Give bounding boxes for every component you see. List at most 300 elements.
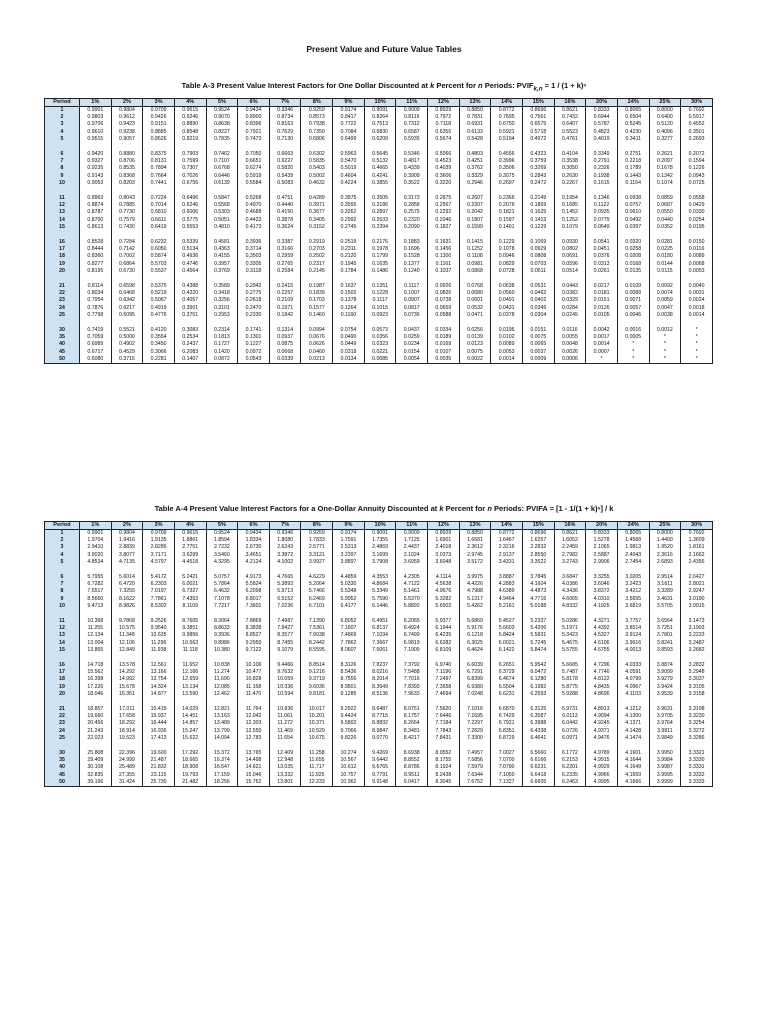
factor-cell: 1.6901	[428, 537, 460, 544]
factor-cell: 0.6355	[428, 129, 460, 136]
factor-cell: 9.9540	[143, 625, 175, 632]
factor-cell: 6.1446	[364, 603, 396, 610]
factor-cell: 11.272	[269, 720, 301, 727]
factor-cell: 0.1799	[364, 253, 396, 260]
separator-cell	[459, 610, 491, 618]
factor-cell: 0.0728	[491, 268, 523, 275]
factor-cell: 19.793	[174, 772, 206, 779]
table-row	[45, 669, 713, 676]
factor-cell: 10.612	[333, 764, 365, 771]
factor-cell: 3.2397	[333, 552, 365, 559]
factor-cell: 5.1971	[554, 625, 586, 632]
factor-cell: 3.2682	[681, 647, 713, 654]
factor-cell: 0.1401	[491, 224, 523, 231]
factor-cell: *	[681, 327, 713, 334]
factor-cell: 0.0225	[649, 246, 681, 253]
factor-cell: 0.8885	[143, 129, 175, 136]
factor-cell: 0.8333	[586, 107, 618, 115]
factor-cell: 0.0691	[554, 253, 586, 260]
table-row	[45, 136, 713, 143]
factor-cell: 17.159	[206, 772, 238, 779]
factor-cell: 0.1460	[301, 312, 333, 319]
factor-cell: 0.0443	[554, 283, 586, 290]
factor-cell: 0.0068	[681, 261, 713, 268]
factor-cell: 8.1109	[174, 603, 206, 610]
factor-cell: 4.7665	[269, 574, 301, 581]
factor-cell: 0.9057	[111, 136, 143, 143]
factor-cell: 6.7282	[80, 581, 112, 588]
factor-cell: 0.7307	[174, 165, 206, 172]
factor-cell: 8.5302	[143, 603, 175, 610]
factor-cell: 2.4869	[364, 544, 396, 551]
factor-cell: 13.035	[269, 764, 301, 771]
factor-cell: 0.0031	[681, 290, 713, 297]
factor-cell: 0.7730	[111, 209, 143, 216]
separator-cell	[206, 610, 238, 618]
factor-cell: 10.274	[333, 750, 365, 757]
table-row	[45, 537, 713, 544]
separator-cell	[111, 610, 143, 618]
factor-cell: 0.3506	[491, 165, 523, 172]
factor-cell: 4.1371	[617, 720, 649, 727]
factor-cell: 7.0027	[491, 750, 523, 757]
factor-cell: 4.1649	[617, 764, 649, 771]
factor-cell: 3.9616	[617, 640, 649, 647]
factor-cell: 2.8286	[143, 544, 175, 551]
factor-cell: 4.8435	[586, 684, 618, 691]
factor-cell: 5.8424	[491, 632, 523, 639]
separator-cell	[681, 742, 713, 750]
factor-cell: 8.1757	[396, 713, 428, 720]
factor-cell: 10.675	[301, 735, 333, 742]
factor-cell: 7.8393	[396, 684, 428, 691]
factor-cell: 0.3878	[269, 217, 301, 224]
separator-cell	[617, 275, 649, 283]
factor-cell: 10.635	[143, 632, 175, 639]
factor-cell: 3.3332	[681, 772, 713, 779]
factor-cell: 0.0055	[554, 334, 586, 341]
factor-cell: 9.8986	[206, 640, 238, 647]
factor-cell: 9.6442	[364, 757, 396, 764]
factor-cell: 0.1807	[459, 217, 491, 224]
factor-cell: 15.046	[238, 772, 270, 779]
period-cell: 6	[45, 574, 80, 581]
factor-cell: 0.6806	[301, 136, 333, 143]
factor-cell: 9.3719	[301, 676, 333, 683]
factor-cell: 12.106	[111, 640, 143, 647]
factor-cell: 0.3971	[301, 202, 333, 209]
factor-cell: 0.1869	[522, 202, 554, 209]
table-row	[45, 603, 713, 610]
separator-cell	[45, 654, 80, 662]
factor-cell: 8.3126	[333, 662, 365, 669]
factor-cell: 0.0135	[617, 268, 649, 275]
factor-cell: 0.8114	[80, 283, 112, 290]
factor-cell: 8.3045	[428, 779, 460, 787]
factor-cell: 0.0258	[617, 246, 649, 253]
factor-cell: 0.0754	[333, 327, 365, 334]
factor-cell: 7.0700	[491, 757, 523, 764]
table-row	[45, 180, 713, 187]
factor-cell: 5.9731	[554, 706, 586, 713]
factor-cell: 3.3254	[681, 720, 713, 727]
separator-cell	[681, 698, 713, 706]
period-cell: 16	[45, 239, 80, 246]
factor-cell: 0.7692	[681, 530, 713, 538]
factor-cell: 2.9745	[459, 552, 491, 559]
factor-cell: 7.9633	[396, 691, 428, 698]
factor-cell: 0.7284	[111, 239, 143, 246]
rate-header: 11%	[396, 99, 428, 107]
factor-cell: *	[586, 356, 618, 364]
factor-cell: 0.0378	[491, 312, 523, 319]
factor-cell: 0.5051	[206, 217, 238, 224]
factor-cell: 0.0006	[554, 356, 586, 364]
factor-cell: 0.6989	[80, 341, 112, 348]
factor-cell: 6.8017	[238, 596, 270, 603]
factor-cell: 10.336	[269, 684, 301, 691]
factor-cell: 0.4776	[143, 312, 175, 319]
factor-cell: 6.0442	[554, 720, 586, 727]
separator-cell	[617, 610, 649, 618]
factor-cell: 4.0386	[554, 581, 586, 588]
factor-cell: 0.1452	[554, 209, 586, 216]
table-row	[45, 772, 713, 779]
factor-cell: 0.8772	[491, 530, 523, 538]
factor-cell: 0.5134	[174, 246, 206, 253]
separator-cell	[45, 231, 80, 239]
factor-cell: 27.355	[111, 772, 143, 779]
factor-cell: *	[649, 356, 681, 364]
separator-cell	[681, 231, 713, 239]
factor-cell: 0.7130	[269, 136, 301, 143]
factor-cell: 0.1696	[396, 246, 428, 253]
factor-cell: 0.3418	[206, 290, 238, 297]
factor-cell: 15.247	[174, 728, 206, 735]
factor-cell: 0.7885	[111, 202, 143, 209]
factor-cell: 0.0150	[681, 239, 713, 246]
factor-cell: 0.0092	[649, 283, 681, 290]
separator-cell	[459, 275, 491, 283]
factor-cell: 5.8474	[522, 647, 554, 654]
factor-cell: 0.1883	[396, 239, 428, 246]
factor-cell: 4.3436	[554, 588, 586, 595]
factor-cell: 3.1473	[681, 618, 713, 625]
factor-cell: 8.7455	[269, 640, 301, 647]
factor-cell: 8.0751	[396, 706, 428, 713]
factor-cell: 8.8514	[301, 662, 333, 669]
factor-cell: 0.0868	[459, 268, 491, 275]
factor-cell: 4.7746	[586, 669, 618, 676]
factor-cell: 0.7579	[111, 217, 143, 224]
factor-cell: 4.7716	[522, 596, 554, 603]
factor-cell: 0.6575	[522, 121, 554, 128]
factor-cell: 5.4675	[554, 640, 586, 647]
factor-cell: 0.0012	[649, 327, 681, 334]
factor-cell: 0.8696	[522, 107, 554, 115]
factor-cell: 7.1078	[206, 596, 238, 603]
factor-cell: 5.6014	[111, 574, 143, 581]
factor-cell: 0.4104	[554, 151, 586, 158]
factor-cell: 3.3230	[681, 713, 713, 720]
factor-cell: 3.3286	[681, 735, 713, 742]
factor-cell: 9.1079	[269, 647, 301, 654]
factor-cell: 6.9380	[459, 684, 491, 691]
factor-cell: 5.7487	[554, 669, 586, 676]
factor-cell: 0.1229	[522, 224, 554, 231]
factor-cell: 0.8203	[111, 180, 143, 187]
factor-cell: 11.655	[301, 757, 333, 764]
factor-cell: 0.0560	[491, 290, 523, 297]
factor-cell: 21.243	[80, 728, 112, 735]
factor-cell: 7.0197	[143, 588, 175, 595]
factor-cell: 6.5660	[522, 750, 554, 757]
factor-cell: 0.8368	[111, 173, 143, 180]
factor-cell: 15.372	[206, 750, 238, 757]
table-row	[45, 757, 713, 764]
factor-cell: 6.2098	[238, 588, 270, 595]
factor-cell: 13.578	[111, 662, 143, 669]
factor-cell: 16.374	[206, 757, 238, 764]
factor-cell: 7.1196	[428, 669, 460, 676]
factor-cell: 0.2959	[269, 253, 301, 260]
factor-cell: 0.3118	[238, 268, 270, 275]
separator-cell	[586, 566, 618, 574]
separator-cell	[459, 654, 491, 662]
factor-cell: 0.0313	[586, 261, 618, 268]
factor-cell: 0.0460	[301, 349, 333, 356]
factor-cell: 0.2097	[649, 158, 681, 165]
separator-cell	[238, 275, 270, 283]
factor-cell: 9.6036	[301, 684, 333, 691]
factor-cell: 5.3893	[269, 581, 301, 588]
factor-cell: 4.9094	[586, 713, 618, 720]
factor-cell: 4.9995	[586, 779, 618, 787]
factor-cell: 0.4803	[459, 151, 491, 158]
factor-cell: 0.1727	[206, 341, 238, 348]
factor-cell: 0.1789	[617, 165, 649, 172]
factor-cell: 0.7419	[80, 327, 112, 334]
rate-header: 15%	[522, 522, 554, 530]
factor-cell: 22.023	[80, 735, 112, 742]
factor-cell: 12.659	[174, 676, 206, 683]
factor-cell: 0.6139	[206, 180, 238, 187]
factor-cell: 0.3554	[143, 334, 175, 341]
separator-cell	[396, 742, 428, 750]
factor-cell: 0.7224	[143, 195, 175, 202]
factor-cell: 4.6389	[491, 588, 523, 595]
factor-cell: 4.0310	[586, 596, 618, 603]
factor-cell: 0.2693	[681, 136, 713, 143]
factor-cell: 0.0126	[586, 305, 618, 312]
factor-cell: 0.1637	[333, 283, 365, 290]
factor-cell: 0.3262	[333, 209, 365, 216]
factor-cell: 0.5835	[301, 158, 333, 165]
period-cell: 8	[45, 588, 80, 595]
separator-cell	[174, 610, 206, 618]
factor-cell: 4.1002	[269, 559, 301, 566]
factor-cell: 3.8874	[649, 662, 681, 669]
separator-cell	[554, 275, 586, 283]
factor-cell: 23.115	[143, 772, 175, 779]
factor-cell: 5.9952	[333, 596, 365, 603]
factor-cell: 0.8621	[554, 530, 586, 538]
factor-cell: 4.7296	[586, 662, 618, 669]
factor-cell: 0.0981	[459, 261, 491, 268]
factor-cell: 17.292	[174, 750, 206, 757]
factor-cell: 6.4924	[396, 625, 428, 632]
factor-cell: 0.3677	[301, 209, 333, 216]
separator-cell	[554, 231, 586, 239]
factor-cell: 6.8052	[333, 618, 365, 625]
rate-header: 9%	[333, 522, 365, 530]
factor-cell: 7.1327	[491, 779, 523, 787]
factor-cell: 7.3792	[396, 662, 428, 669]
factor-cell: 6.8729	[491, 735, 523, 742]
factor-cell: 6.3587	[522, 713, 554, 720]
separator-cell	[617, 231, 649, 239]
factor-cell: 0.0026	[554, 349, 586, 356]
factor-cell: 5.6603	[491, 625, 523, 632]
rate-header: 16%	[554, 99, 586, 107]
factor-cell: 0.7798	[80, 312, 112, 319]
factor-cell: 0.0256	[459, 327, 491, 334]
factor-cell: 4.3271	[586, 618, 618, 625]
factor-cell: 0.2751	[617, 151, 649, 158]
factor-cell: 0.0611	[522, 268, 554, 275]
factor-cell: 0.2621	[649, 151, 681, 158]
factor-cell: 0.0972	[238, 349, 270, 356]
separator-cell	[364, 231, 396, 239]
separator-cell	[238, 319, 270, 327]
table-row	[45, 706, 713, 713]
factor-cell: 0.4919	[143, 305, 175, 312]
factor-cell: 0.9615	[174, 530, 206, 538]
factor-cell: 0.6274	[238, 165, 270, 172]
factor-cell: 7.2829	[459, 728, 491, 735]
factor-cell: 0.0261	[586, 268, 618, 275]
factor-cell: 7.1695	[459, 713, 491, 720]
factor-cell: 0.8929	[428, 530, 460, 538]
separator-cell	[143, 187, 175, 195]
factor-cell: 13.754	[143, 676, 175, 683]
factor-cell: 0.1300	[428, 253, 460, 260]
factor-cell: 5.5370	[396, 596, 428, 603]
factor-cell: 5.3282	[428, 596, 460, 603]
factor-cell: 3.2487	[681, 640, 713, 647]
factor-cell: 13.134	[174, 684, 206, 691]
factor-cell: 0.0189	[428, 334, 460, 341]
factor-cell: 7.5361	[301, 625, 333, 632]
factor-cell: 2.9514	[649, 574, 681, 581]
factor-cell: 0.9515	[80, 136, 112, 143]
separator-cell	[80, 143, 112, 151]
group-separator	[45, 610, 713, 618]
factor-cell: 0.8000	[649, 530, 681, 538]
factor-cell: *	[681, 341, 713, 348]
factor-cell: 12.783	[238, 735, 270, 742]
factor-cell: 11.938	[143, 647, 175, 654]
factor-cell: 6.2153	[554, 757, 586, 764]
factor-cell: 2.1065	[586, 544, 618, 551]
factor-cell: 8.0216	[364, 669, 396, 676]
factor-cell: 12.409	[269, 750, 301, 757]
factor-cell: 0.5917	[681, 114, 713, 121]
factor-cell: 0.2083	[174, 349, 206, 356]
table-a4	[44, 521, 713, 787]
factor-cell: 0.1007	[396, 290, 428, 297]
factor-cell: 8.5595	[301, 647, 333, 654]
separator-cell	[269, 654, 301, 662]
factor-cell: 8.8633	[206, 625, 238, 632]
factor-cell: 0.6756	[174, 180, 206, 187]
factor-cell: 0.2992	[333, 217, 365, 224]
factor-cell: 0.7695	[491, 114, 523, 121]
period-cell: 6	[45, 151, 80, 158]
factor-cell: 0.0017	[586, 334, 618, 341]
period-cell: 15	[45, 224, 80, 231]
factor-cell: 8.8552	[396, 757, 428, 764]
rate-header: 12%	[428, 522, 460, 530]
separator-cell	[206, 231, 238, 239]
factor-cell: 8.3577	[269, 632, 301, 639]
factor-cell: 4.9966	[586, 772, 618, 779]
factor-cell: 3.1699	[364, 552, 396, 559]
factor-cell: 0.4665	[364, 165, 396, 172]
factor-cell: 0.0397	[617, 224, 649, 231]
factor-cell: 2.6730	[238, 544, 270, 551]
factor-cell: 1.9520	[649, 544, 681, 551]
separator-cell	[301, 275, 333, 283]
factor-cell: 21.832	[143, 764, 175, 771]
factor-cell: 6.6166	[522, 757, 554, 764]
factor-cell: 9.7066	[333, 728, 365, 735]
table-row	[45, 158, 713, 165]
factor-cell: 2.9137	[491, 552, 523, 559]
factor-cell: 5.4262	[459, 603, 491, 610]
separator-cell	[396, 275, 428, 283]
factor-cell: 0.2519	[333, 239, 365, 246]
factor-cell: 16.351	[111, 691, 143, 698]
factor-cell: 12.166	[174, 669, 206, 676]
factor-cell: 0.0116	[681, 246, 713, 253]
factor-cell: 0.6006	[174, 209, 206, 216]
factor-cell: 0.0757	[617, 202, 649, 209]
separator-cell	[269, 187, 301, 195]
factor-cell: 5.0330	[333, 581, 365, 588]
factor-cell: 0.0449	[333, 341, 365, 348]
factor-cell: 0.7831	[459, 114, 491, 121]
factor-cell: 6.2469	[301, 596, 333, 603]
factor-cell: 0.6227	[269, 158, 301, 165]
table-row	[45, 632, 713, 639]
table-row	[45, 114, 713, 121]
separator-cell	[554, 742, 586, 750]
separator-cell	[111, 698, 143, 706]
factor-cell: 3.3330	[681, 757, 713, 764]
factor-cell: 0.2326	[586, 165, 618, 172]
factor-cell: 0.8444	[80, 246, 112, 253]
factor-cell: 0.0352	[649, 224, 681, 231]
factor-cell: 6.9819	[396, 640, 428, 647]
separator-cell	[174, 566, 206, 574]
table-row	[45, 327, 713, 334]
factor-cell: 0.8706	[111, 158, 143, 165]
factor-cell: 4.0591	[617, 669, 649, 676]
factor-cell: 0.0089	[681, 253, 713, 260]
separator-cell	[80, 187, 112, 195]
factor-cell: 0.8195	[80, 268, 112, 275]
